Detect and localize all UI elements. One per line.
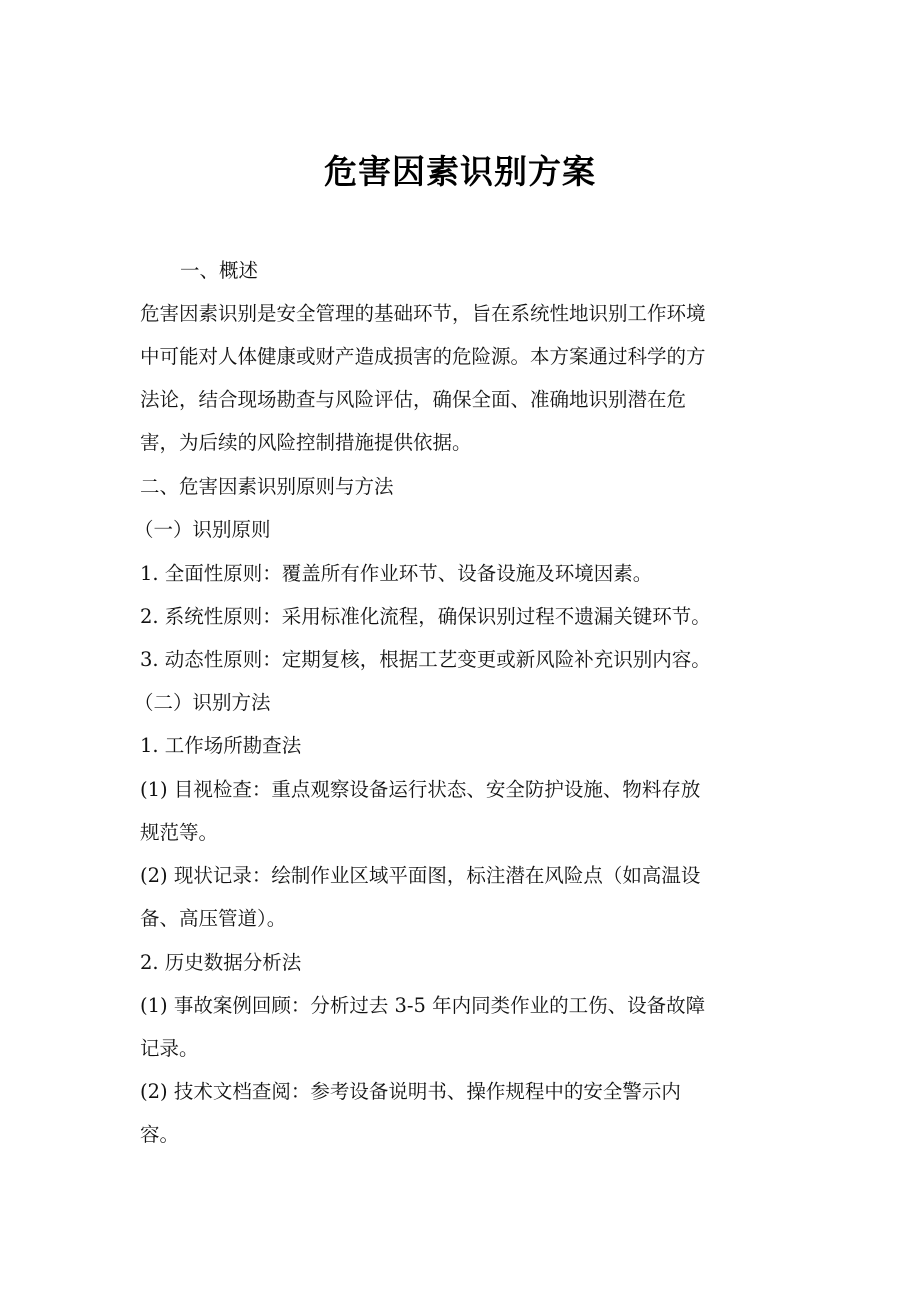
paragraph-line: 法论，结合现场勘查与风险评估，确保全面、准确地识别潜在危 (140, 388, 687, 411)
paragraph-line: 规范等。 (140, 821, 219, 844)
section-heading-overview: 一、概述 (180, 259, 259, 282)
list-item: 3. 动态性原则：定期复核，根据工艺变更或新风险补充识别内容。 (140, 648, 711, 671)
paragraph-line: 备、高压管道）。 (140, 907, 287, 930)
list-item: (1) 事故案例回顾：分析过去 3-5 年内同类作业的工伤、设备故障 (140, 994, 706, 1017)
paragraph-line: 危害因素识别是安全管理的基础环节，旨在系统性地识别工作环境 (140, 302, 706, 325)
list-item: (2) 现状记录：绘制作业区域平面图，标注潜在风险点（如高温设 (140, 864, 701, 887)
list-item: (2) 技术文档查阅：参考设备说明书、操作规程中的安全警示内 (140, 1080, 681, 1103)
list-item: 2. 历史数据分析法 (140, 951, 302, 974)
paragraph-line: 容。 (140, 1123, 180, 1146)
list-item: 1. 全面性原则：覆盖所有作业环节、设备设施及环境因素。 (140, 562, 653, 585)
paragraph-line: 中可能对人体健康或财产造成损害的危险源。本方案通过科学的方 (140, 345, 706, 368)
subsection-heading-principles: （一）识别原则 (134, 518, 271, 541)
paragraph-line: 记录。 (140, 1037, 199, 1060)
list-item: 1. 工作场所勘查法 (140, 734, 302, 757)
list-item: 2. 系统性原则：采用标准化流程，确保识别过程不遗漏关键环节。 (140, 605, 711, 628)
list-item: (1) 目视检查：重点观察设备运行状态、安全防护设施、物料存放 (140, 778, 701, 801)
section-heading-principles-methods: 二、危害因素识别原则与方法 (140, 475, 394, 498)
paragraph-line: 害，为后续的风险控制措施提供依据。 (140, 431, 472, 454)
subsection-heading-methods: （二）识别方法 (134, 691, 271, 714)
document-title: 危害因素识别方案 (324, 152, 596, 191)
